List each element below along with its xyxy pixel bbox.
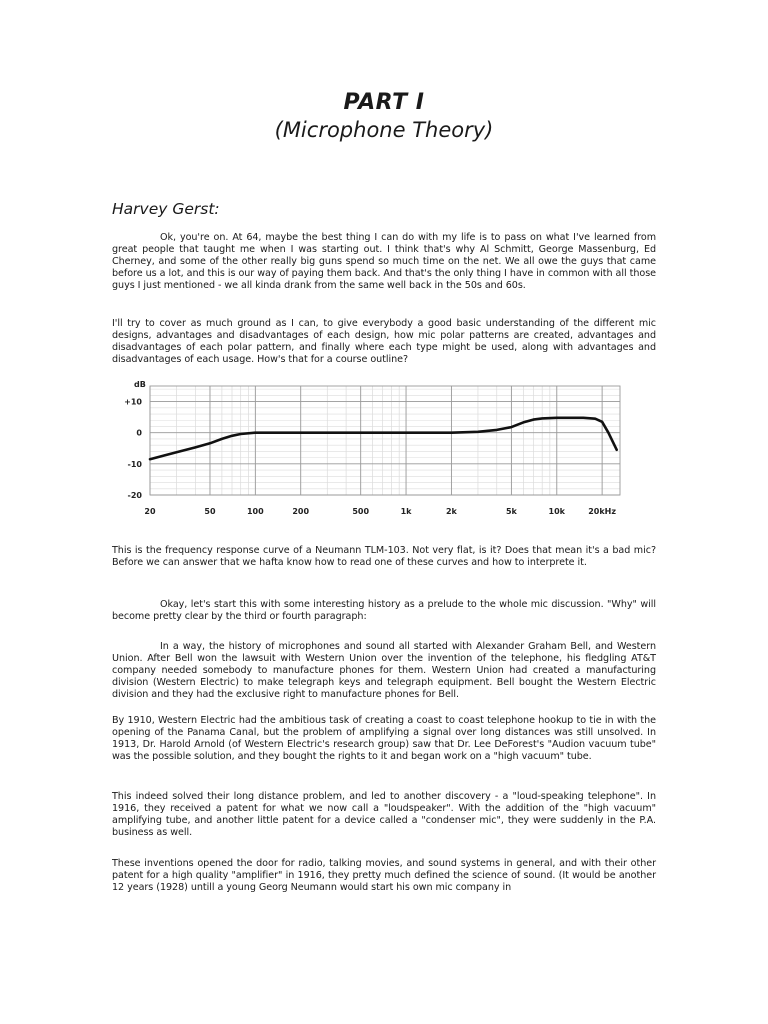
chart-x-tick-label: 2k bbox=[445, 507, 457, 516]
paragraph-5: In a way, the history of microphones and sound all started with Alexander Graham Bell, and Western Union. After Bell won the lawsuit with Western Union over the invention of the telephone, his fledgling AT&T company needed somebody to manufacture phones for them. Western Union had created a manufacturing division (Western Electric) to make telegraph keys and telegraph equipment. Bell bought the Western Electric division and they had the exclusive right to manufacture phones for Bell. bbox=[112, 641, 656, 700]
paragraph-4: Okay, let's start this with some interesting history as a prelude to the whole mic discussion. "Why" will become pretty clear by the third or fourth paragraph: bbox=[112, 599, 656, 622]
paragraph-8: These inventions opened the door for radio, talking movies, and sound systems in general, and with their other patent for a high quality "amplifier" in 1916, they pretty much defined the science of sound. (It would be another 12 years (1928) untill a young Georg Neumann would start his own mic company in bbox=[112, 858, 656, 893]
frequency-response-chart bbox=[118, 376, 630, 524]
chart-y-tick-label: 0 bbox=[136, 428, 142, 438]
part-subtitle: (Microphone Theory) bbox=[274, 118, 494, 142]
chart-series-line bbox=[150, 418, 617, 459]
chart-y-tick-label: -20 bbox=[127, 491, 142, 500]
paragraph-7: This indeed solved their long distance problem, and led to another discovery - a "loud-speaking telephone". In 1916, they received a patent for what we now call a "loudspeaker". With the addition of the "high vacuum" amplifying tube, and another little patent for a device called a "condenser mic", they were suddenly in the P.A. business as well. bbox=[112, 791, 656, 838]
chart-x-tick-label: 20kHz bbox=[588, 507, 617, 516]
chart-x-tick-label: 5k bbox=[505, 507, 517, 516]
paragraph-1: Ok, you're on. At 64, maybe the best thing I can do with my life is to pass on what I've learned from great people that taught me when I was starting out. I think that's why Al Schmitt, George Massenburg, Ed Cherney, and some of the other really big guns spend so much time on the net. We all owe the guys that came before us a lot, and this is our way of paying them back. And that's the only thing I have in common with all those guys I just mentioned - we all kinda drank from the same well back in the 50s and 60s. bbox=[112, 232, 656, 291]
chart-y-tick-label: -10 bbox=[127, 459, 142, 469]
chart-y-tick-label: +10 bbox=[124, 397, 142, 407]
paragraph-2: I'll try to cover as much ground as I can, to give everybody a good basic understanding of the different mic designs, advantages and disadvantages of each design, how mic polar patterns are created, advantages and disadvantages of each polar pattern, and finally where each type might be used, along with advantages and disadvantages of each usage. How's that for a course outline? bbox=[112, 318, 656, 365]
chart-x-tick-label: 10k bbox=[548, 507, 565, 516]
chart-x-tick-label: 100 bbox=[246, 507, 264, 516]
part-title: PART I bbox=[343, 90, 425, 115]
chart-y-tick-labels bbox=[124, 398, 142, 500]
chart-x-tick-label: 1k bbox=[400, 507, 412, 516]
chart-x-tick-label: 200 bbox=[292, 507, 310, 516]
chart-x-tick-labels bbox=[144, 507, 616, 516]
chart-y-axis-label: dB bbox=[134, 380, 146, 389]
paragraph-6: By 1910, Western Electric had the ambitious task of creating a coast to coast telephone hookup to tie in with the opening of the Panama Canal, but the problem of amplifying a signal over long distances was still unsolved. In 1913, Dr. Harold Arnold (of Western Electric's research group) saw that Dr. Lee DeForest's "Audion vacuum tube" was the possible solution, and they bought the rights to it and began work on a "high vacuum" tube. bbox=[112, 715, 656, 762]
chart-x-tick-label: 500 bbox=[352, 507, 370, 516]
author-heading: Harvey Gerst: bbox=[112, 200, 220, 218]
chart-x-tick-label: 50 bbox=[204, 507, 216, 516]
paragraph-3: This is the frequency response curve of a Neumann TLM-103. Not very flat, is it? Does that mean it's a bad mic? Before we can answer that we hafta know how to read one of these curves and how to interprete it. bbox=[112, 545, 656, 568]
chart-x-tick-label: 20 bbox=[144, 507, 156, 516]
